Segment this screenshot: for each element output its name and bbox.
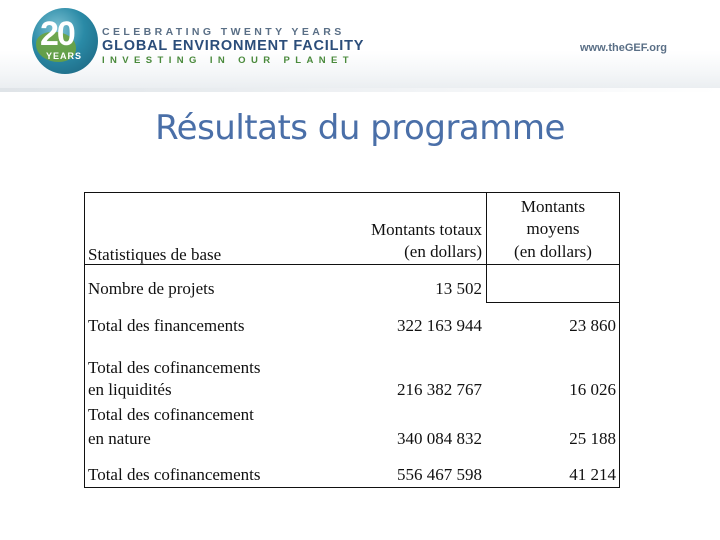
- row-total: 556 467 598: [397, 465, 482, 484]
- slide-title: Résultats du programme: [155, 108, 565, 148]
- celebrating-tagline: CELEBRATING TWENTY YEARS: [102, 26, 345, 38]
- organization-name: GLOBAL ENVIRONMENT FACILITY: [102, 38, 365, 54]
- row-total: 322 163 944: [397, 316, 482, 335]
- row-label-line2: en liquidités: [88, 380, 172, 399]
- row-average: 23 860: [569, 316, 616, 335]
- header-banner: [0, 0, 720, 92]
- header-total-line2: (en dollars): [404, 242, 482, 261]
- row-label: Nombre de projets: [88, 279, 215, 298]
- column-divider-top: [486, 192, 487, 302]
- logo-years-label: YEARS: [46, 51, 83, 61]
- table-top-rule: [84, 192, 620, 193]
- header-average-line1: Montants: [520, 197, 586, 216]
- row-total: 13 502: [435, 279, 482, 298]
- row-average: 25 188: [569, 429, 616, 448]
- table-right-rule: [619, 192, 620, 488]
- row-label-line2: en nature: [88, 429, 151, 448]
- row-label: Total des cofinancements: [88, 465, 261, 484]
- table-bottom-rule: [84, 487, 620, 488]
- table-left-rule: [84, 192, 85, 488]
- row-average: 41 214: [569, 465, 616, 484]
- header-average-line3: (en dollars): [514, 242, 592, 261]
- header-total-line1: Montants totaux: [371, 220, 482, 239]
- row-label: Total des cofinancements: [88, 358, 261, 377]
- average-cell-bottom-rule: [486, 302, 620, 303]
- website-link[interactable]: www.theGEF.org: [580, 42, 667, 54]
- investing-tagline: INVESTING IN OUR PLANET: [102, 55, 354, 66]
- row-label: Total des cofinancement: [88, 405, 254, 424]
- header-bottom-rule: [84, 264, 620, 265]
- row-label: Total des financements: [88, 316, 245, 335]
- gef-20-years-logo: [32, 8, 98, 74]
- row-average: 16 026: [569, 380, 616, 399]
- header-statistics: Statistiques de base: [88, 245, 222, 264]
- results-table: [84, 192, 620, 488]
- row-total: 340 084 832: [397, 429, 482, 448]
- row-total: 216 382 767: [397, 380, 482, 399]
- header-average-line2: moyens: [526, 219, 580, 238]
- logo-number: 20: [40, 15, 74, 53]
